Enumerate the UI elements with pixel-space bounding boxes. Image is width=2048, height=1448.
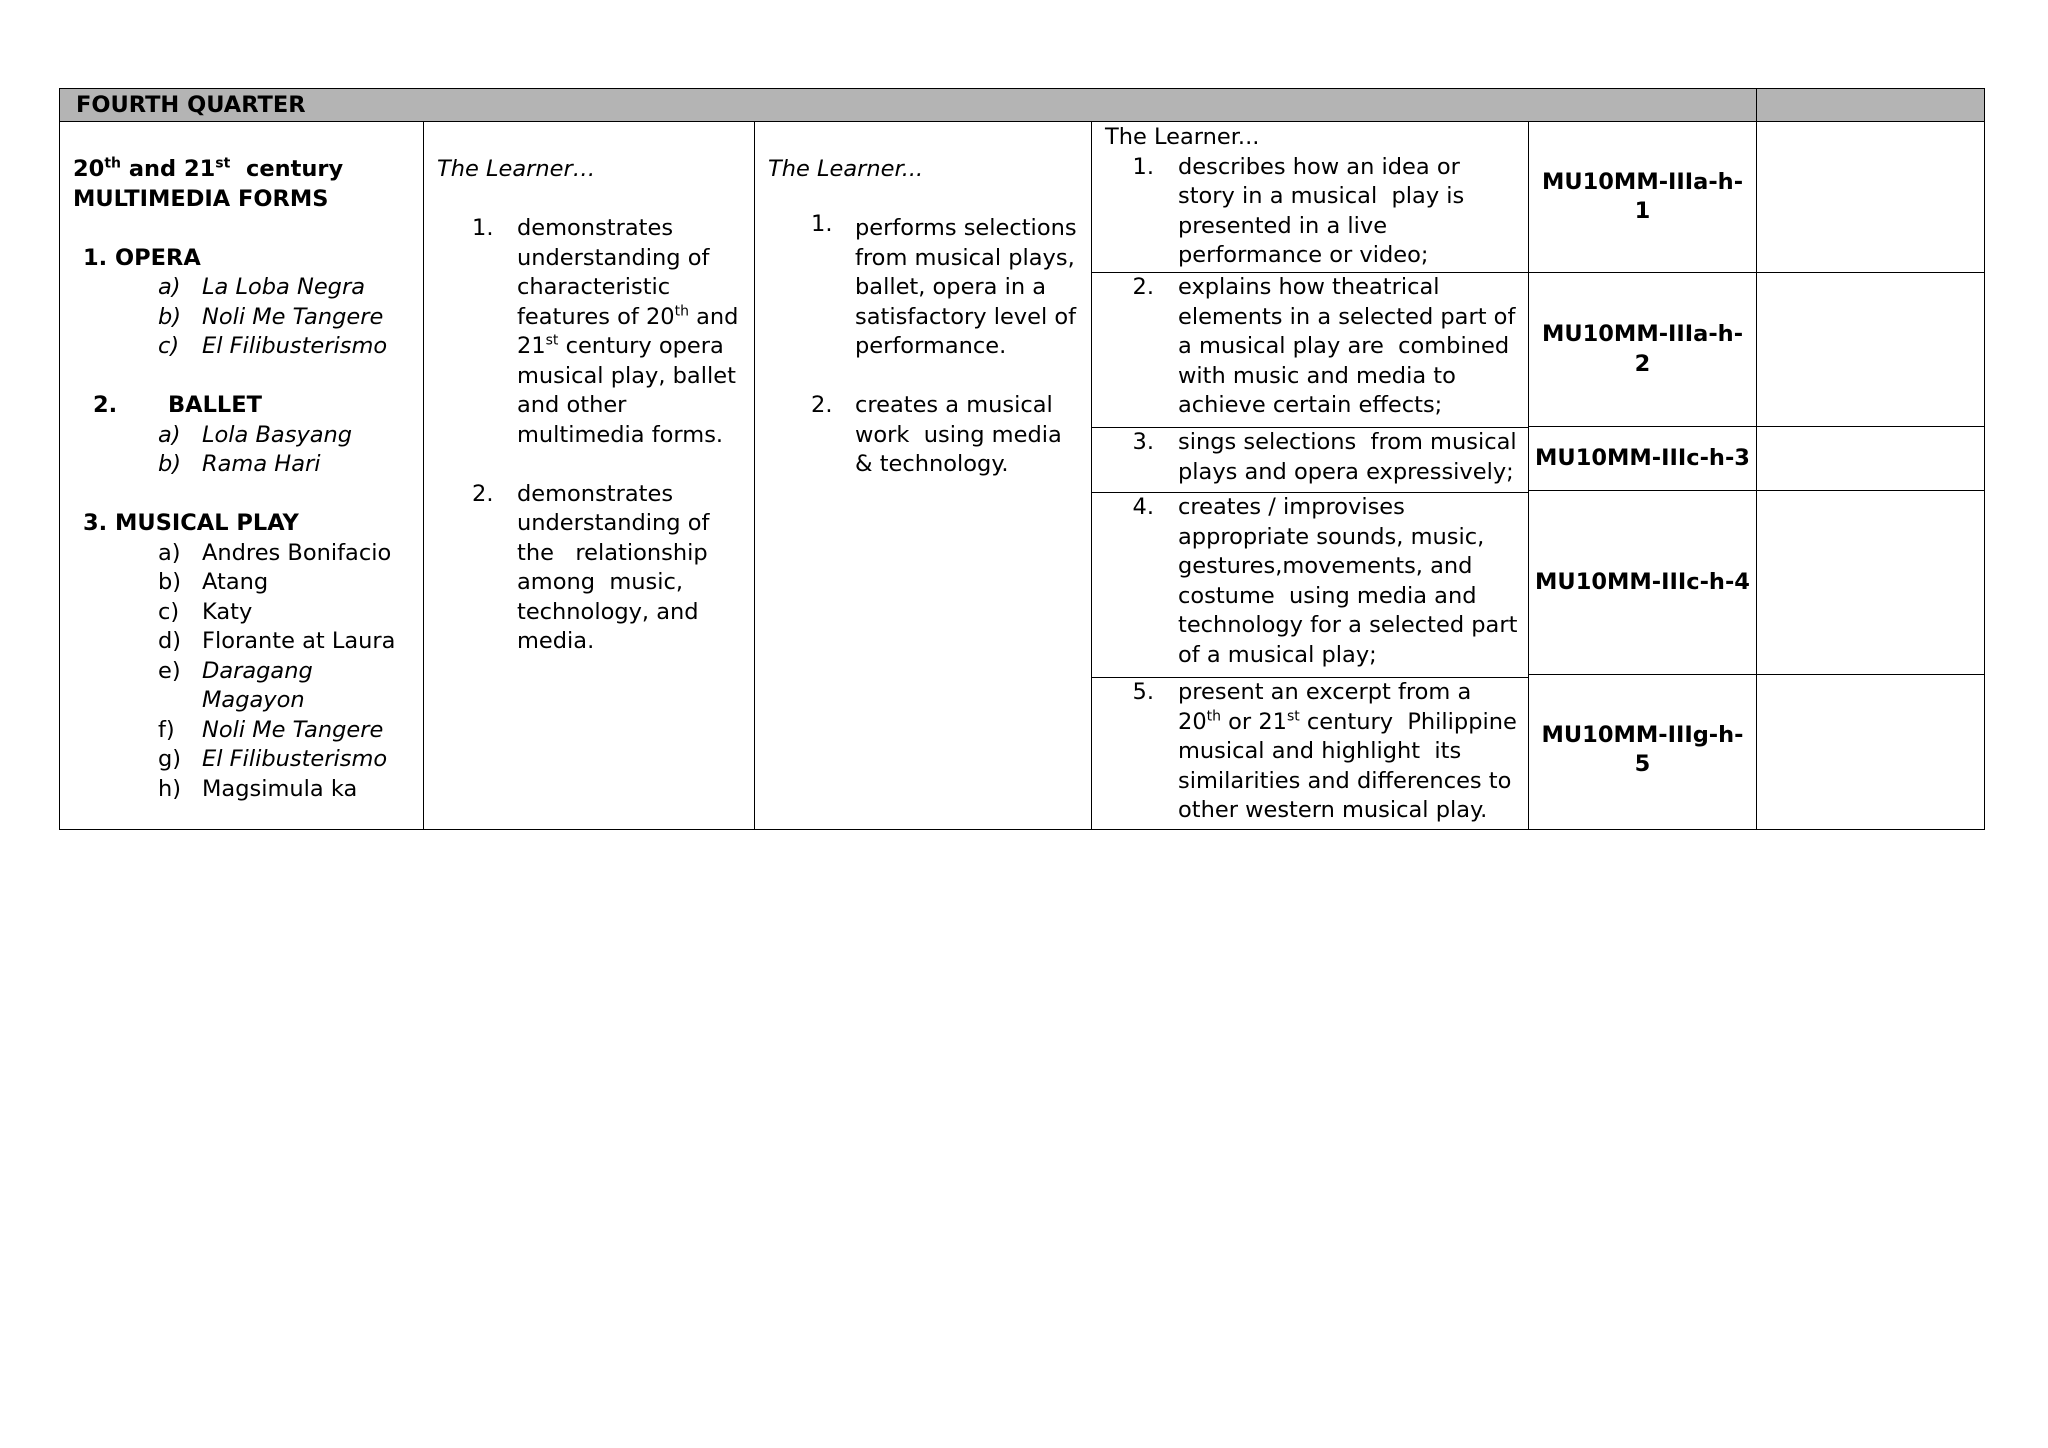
list-item: b) Rama Hari (158, 451, 321, 477)
list-item: b) Atang (158, 569, 269, 595)
competency-row-5: 5. present an excerpt from a 20th or 21st century Philippine musical and highlight its similarities and differences to other western musical play. (1092, 677, 1528, 829)
blank-row (1757, 122, 1984, 272)
content-row (60, 122, 1985, 830)
ballet-list (73, 421, 415, 480)
blank-row (1757, 490, 1984, 674)
performance-standard-item-1: 1. performs selections from musical plays, ballet, opera in a satisfactory level of performance. (811, 211, 1077, 359)
blank-row (1757, 272, 1984, 426)
content-cell (60, 122, 424, 830)
list-item: e) Daragang Magayon (158, 657, 313, 713)
list-item: h) Magsimula ka (158, 775, 358, 802)
quarter-title: FOURTH QUARTER (76, 92, 306, 118)
list-item: d) Florante at Laura (158, 628, 396, 654)
list-item: c) El Filibusterismo (158, 333, 388, 359)
competency-row-4: 4. creates / improvises appropriate sounds, music, gestures,movements, and costume using media and technology for a selected part of a musical play; (1092, 492, 1528, 677)
list-item: a) Andres Bonifacio (158, 539, 392, 566)
opera-list (73, 273, 415, 362)
blank-row (1757, 674, 1984, 825)
musical-play-list (73, 539, 415, 805)
curriculum-table (59, 88, 1985, 830)
quarter-header-row (60, 89, 1985, 122)
list-item: g) El Filibusterismo (158, 746, 388, 772)
performance-standard-item-2: 2. creates a musical work using media & technology. (811, 392, 1069, 477)
list-item: f) Noli Me Tangere (158, 716, 384, 743)
quarter-header-blank-cell (1757, 89, 1985, 122)
content-standard-item-2: 2. demonstrates understanding of the relationship among music, technology, and media. (472, 480, 717, 654)
list-item: a) La Loba Negra (158, 274, 365, 300)
section-heading-musical-play: 3. MUSICAL PLAY (83, 510, 299, 536)
list-item: c) Katy (158, 598, 253, 625)
content-subtitle: MULTIMEDIA FORMS (73, 185, 329, 212)
list-item: a) Lola Basyang (158, 421, 353, 448)
section-heading-opera: 1. OPERA (83, 244, 201, 271)
content-standard-cell (424, 122, 755, 830)
competency-row-2: 2. explains how theatrical elements in a selected part of a musical play are combined with music and media to achieve certain effects; (1092, 272, 1528, 427)
codes-cell (1529, 122, 1757, 830)
competencies-intro: The Learner... (1105, 124, 1260, 150)
code-3: MU10MM-IIIc-h-3 (1529, 426, 1756, 490)
quarter-header-cell (60, 89, 1757, 122)
code-2: MU10MM-IIIa-h-2 (1529, 272, 1756, 426)
competency-row-3: 3. sings selections from musical plays and opera expressively; (1092, 427, 1528, 492)
content-standard-intro: The Learner… (437, 156, 596, 182)
blank-cell (1757, 122, 1985, 830)
content-title: 20th and 21st century (73, 155, 344, 182)
competencies-cell (1092, 122, 1529, 830)
section-heading-ballet: 2. BALLET (93, 392, 262, 418)
competency-row-1: The Learner... 1. describes how an idea or story in a musical play is presented in a live performance or video; (1092, 122, 1528, 272)
code-1: MU10MM-IIIa-h-1 (1541, 168, 1744, 224)
code-4: MU10MM-IIIc-h-4 (1529, 490, 1756, 674)
performance-standard-cell (755, 122, 1092, 830)
blank-row (1757, 426, 1984, 490)
performance-standard-intro: The Learner... (768, 156, 924, 182)
code-5: MU10MM-IIIg-h-5 (1529, 674, 1756, 825)
content-standard-item-1: 1. demonstrates understanding of characteristic features of 20th and 21st century opera musical play, ballet and other multimedia forms. (472, 215, 739, 448)
list-item: b) Noli Me Tangere (158, 303, 384, 330)
